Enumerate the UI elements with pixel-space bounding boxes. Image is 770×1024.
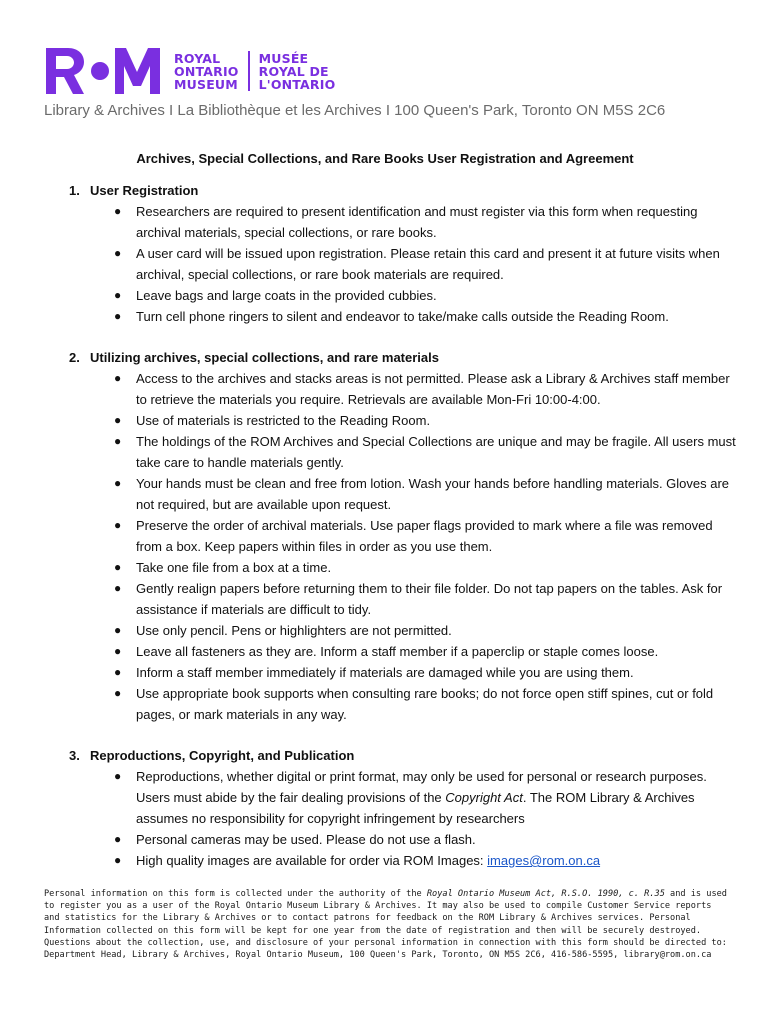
address-line: Library & Archives I La Bibliothèque et les Archives I 100 Queen's Park, Toronto ON M5S 2C6 xyxy=(44,102,666,119)
bullet-icon: ● xyxy=(114,518,122,532)
bullet-icon: ● xyxy=(114,371,122,385)
bullet-icon: ● xyxy=(114,288,122,302)
list-item: ● Researchers are required to present identification and must register via this form when requesting archival materials, special collections, or rare books. xyxy=(69,201,739,243)
section-heading: 1. User Registration xyxy=(69,183,199,198)
logo-divider xyxy=(248,51,250,91)
bullet-icon: ● xyxy=(114,204,122,218)
bullet-icon: ● xyxy=(114,476,122,490)
rom-images-email-link[interactable]: images@rom.on.ca xyxy=(487,853,601,868)
list-item: ● Use appropriate book supports when consulting rare books; do not force open stiff spines, cut or fold pages, or mark materials in any way. xyxy=(69,683,739,725)
logo-english-wordmark: ROYAL ONTARIO MUSEUM xyxy=(174,50,239,92)
bullet-icon: ● xyxy=(114,686,122,700)
list-item: ● Use only pencil. Pens or highlighters are not permitted. xyxy=(69,620,739,641)
bullet-icon: ● xyxy=(114,644,122,658)
rom-logo xyxy=(44,46,335,96)
bullet-icon: ● xyxy=(114,665,122,679)
bullet-icon: ● xyxy=(114,832,122,846)
list-item: ● A user card will be issued upon registration. Please retain this card and present it at future visits when archival, special collections, or rare book materials are required. xyxy=(69,243,739,285)
section-reproductions-copyright xyxy=(69,745,739,871)
list-item: ● Use of materials is restricted to the Reading Room. xyxy=(69,410,739,431)
bullet-icon: ● xyxy=(114,413,122,427)
list-item: ● Inform a staff member immediately if materials are damaged while you are using them. xyxy=(69,662,739,683)
list-item: ● Preserve the order of archival materials. Use paper flags provided to mark where a file was removed from a box. Keep papers within files in order as you use them. xyxy=(69,515,739,557)
bullet-list xyxy=(69,201,739,327)
list-item: ● The holdings of the ROM Archives and Special Collections are unique and may be fragile. All users must take care to handle materials gently. xyxy=(69,431,739,473)
list-item: ● Leave all fasteners as they are. Inform a staff member if a paperclip or staple comes loose. xyxy=(69,641,739,662)
bullet-icon: ● xyxy=(114,309,122,323)
section-heading: 3. Reproductions, Copyright, and Publication xyxy=(69,748,355,763)
bullet-icon: ● xyxy=(114,581,122,595)
bullet-icon: ● xyxy=(114,434,122,448)
list-item: ● Leave bags and large coats in the provided cubbies. xyxy=(69,285,739,306)
privacy-notice: Personal information on this form is collected under the authority of the Royal Ontario Museum Act, R.S.O. 1990, c. R.35 and is used to register you as a user of the Royal Ontario Museum Library & Archives. It may also be used to compile Customer Service reports and statistics for the Library & Archives or to contact patrons for feedback on the ROM Library & Archives services. Personal Information collected on this form will be kept for one year from the date of registration and then will be securely destroyed. Questions about the collection, use, and disclosure of your personal information in connection with this form should be directed to: Department Head, Library & Archives, Royal Ontario Museum, 100 Queen's Park, Toronto, ON M5S 2C6, 416-586-5595, library@rom.on.ca xyxy=(44,889,727,961)
section-utilizing-archives xyxy=(69,347,739,725)
section-heading: 2. Utilizing archives, special collections, and rare materials xyxy=(69,350,439,365)
bullet-list xyxy=(69,766,739,871)
logo-french-wordmark: MUSÉE ROYAL DE L'ONTARIO xyxy=(258,50,336,92)
bullet-icon: ● xyxy=(114,769,122,783)
bullet-icon: ● xyxy=(114,246,122,260)
list-item: ● Personal cameras may be used. Please do not use a flash. xyxy=(69,829,739,850)
bullet-icon: ● xyxy=(114,560,122,574)
bullet-icon: ● xyxy=(114,853,122,867)
section-user-registration xyxy=(69,180,739,327)
list-item: ● Your hands must be clean and free from lotion. Wash your hands before handling materials. Gloves are not required, but are available upon request. xyxy=(69,473,739,515)
list-item: ● High quality images are available for order via ROM Images: images@rom.on.ca xyxy=(69,850,739,871)
list-item: ● Take one file from a box at a time. xyxy=(69,557,739,578)
list-item: ● Turn cell phone ringers to silent and endeavor to take/make calls outside the Reading Room. xyxy=(69,306,739,327)
list-item: ● Reproductions, whether digital or print format, may only be used for personal or research purposes. Users must abide by the fair dealing provisions of the Copyright Act. The ROM Library & Archives assumes no responsibility for copyright infringement by researchers xyxy=(69,766,739,829)
list-item: ● Access to the archives and stacks areas is not permitted. Please ask a Library & Archives staff member to retrieve the materials you require. Retrievals are available Mon-Fri 10:00-4:00. xyxy=(69,368,739,410)
bullet-list xyxy=(69,368,739,725)
bullet-icon: ● xyxy=(114,623,122,637)
rom-logo-mark-icon xyxy=(44,46,162,96)
document-title: Archives, Special Collections, and Rare Books User Registration and Agreement xyxy=(136,151,634,166)
list-item: ● Gently realign papers before returning them to their file folder. Do not tap papers on the tables. Ask for assistance if materials are difficult to tidy. xyxy=(69,578,739,620)
